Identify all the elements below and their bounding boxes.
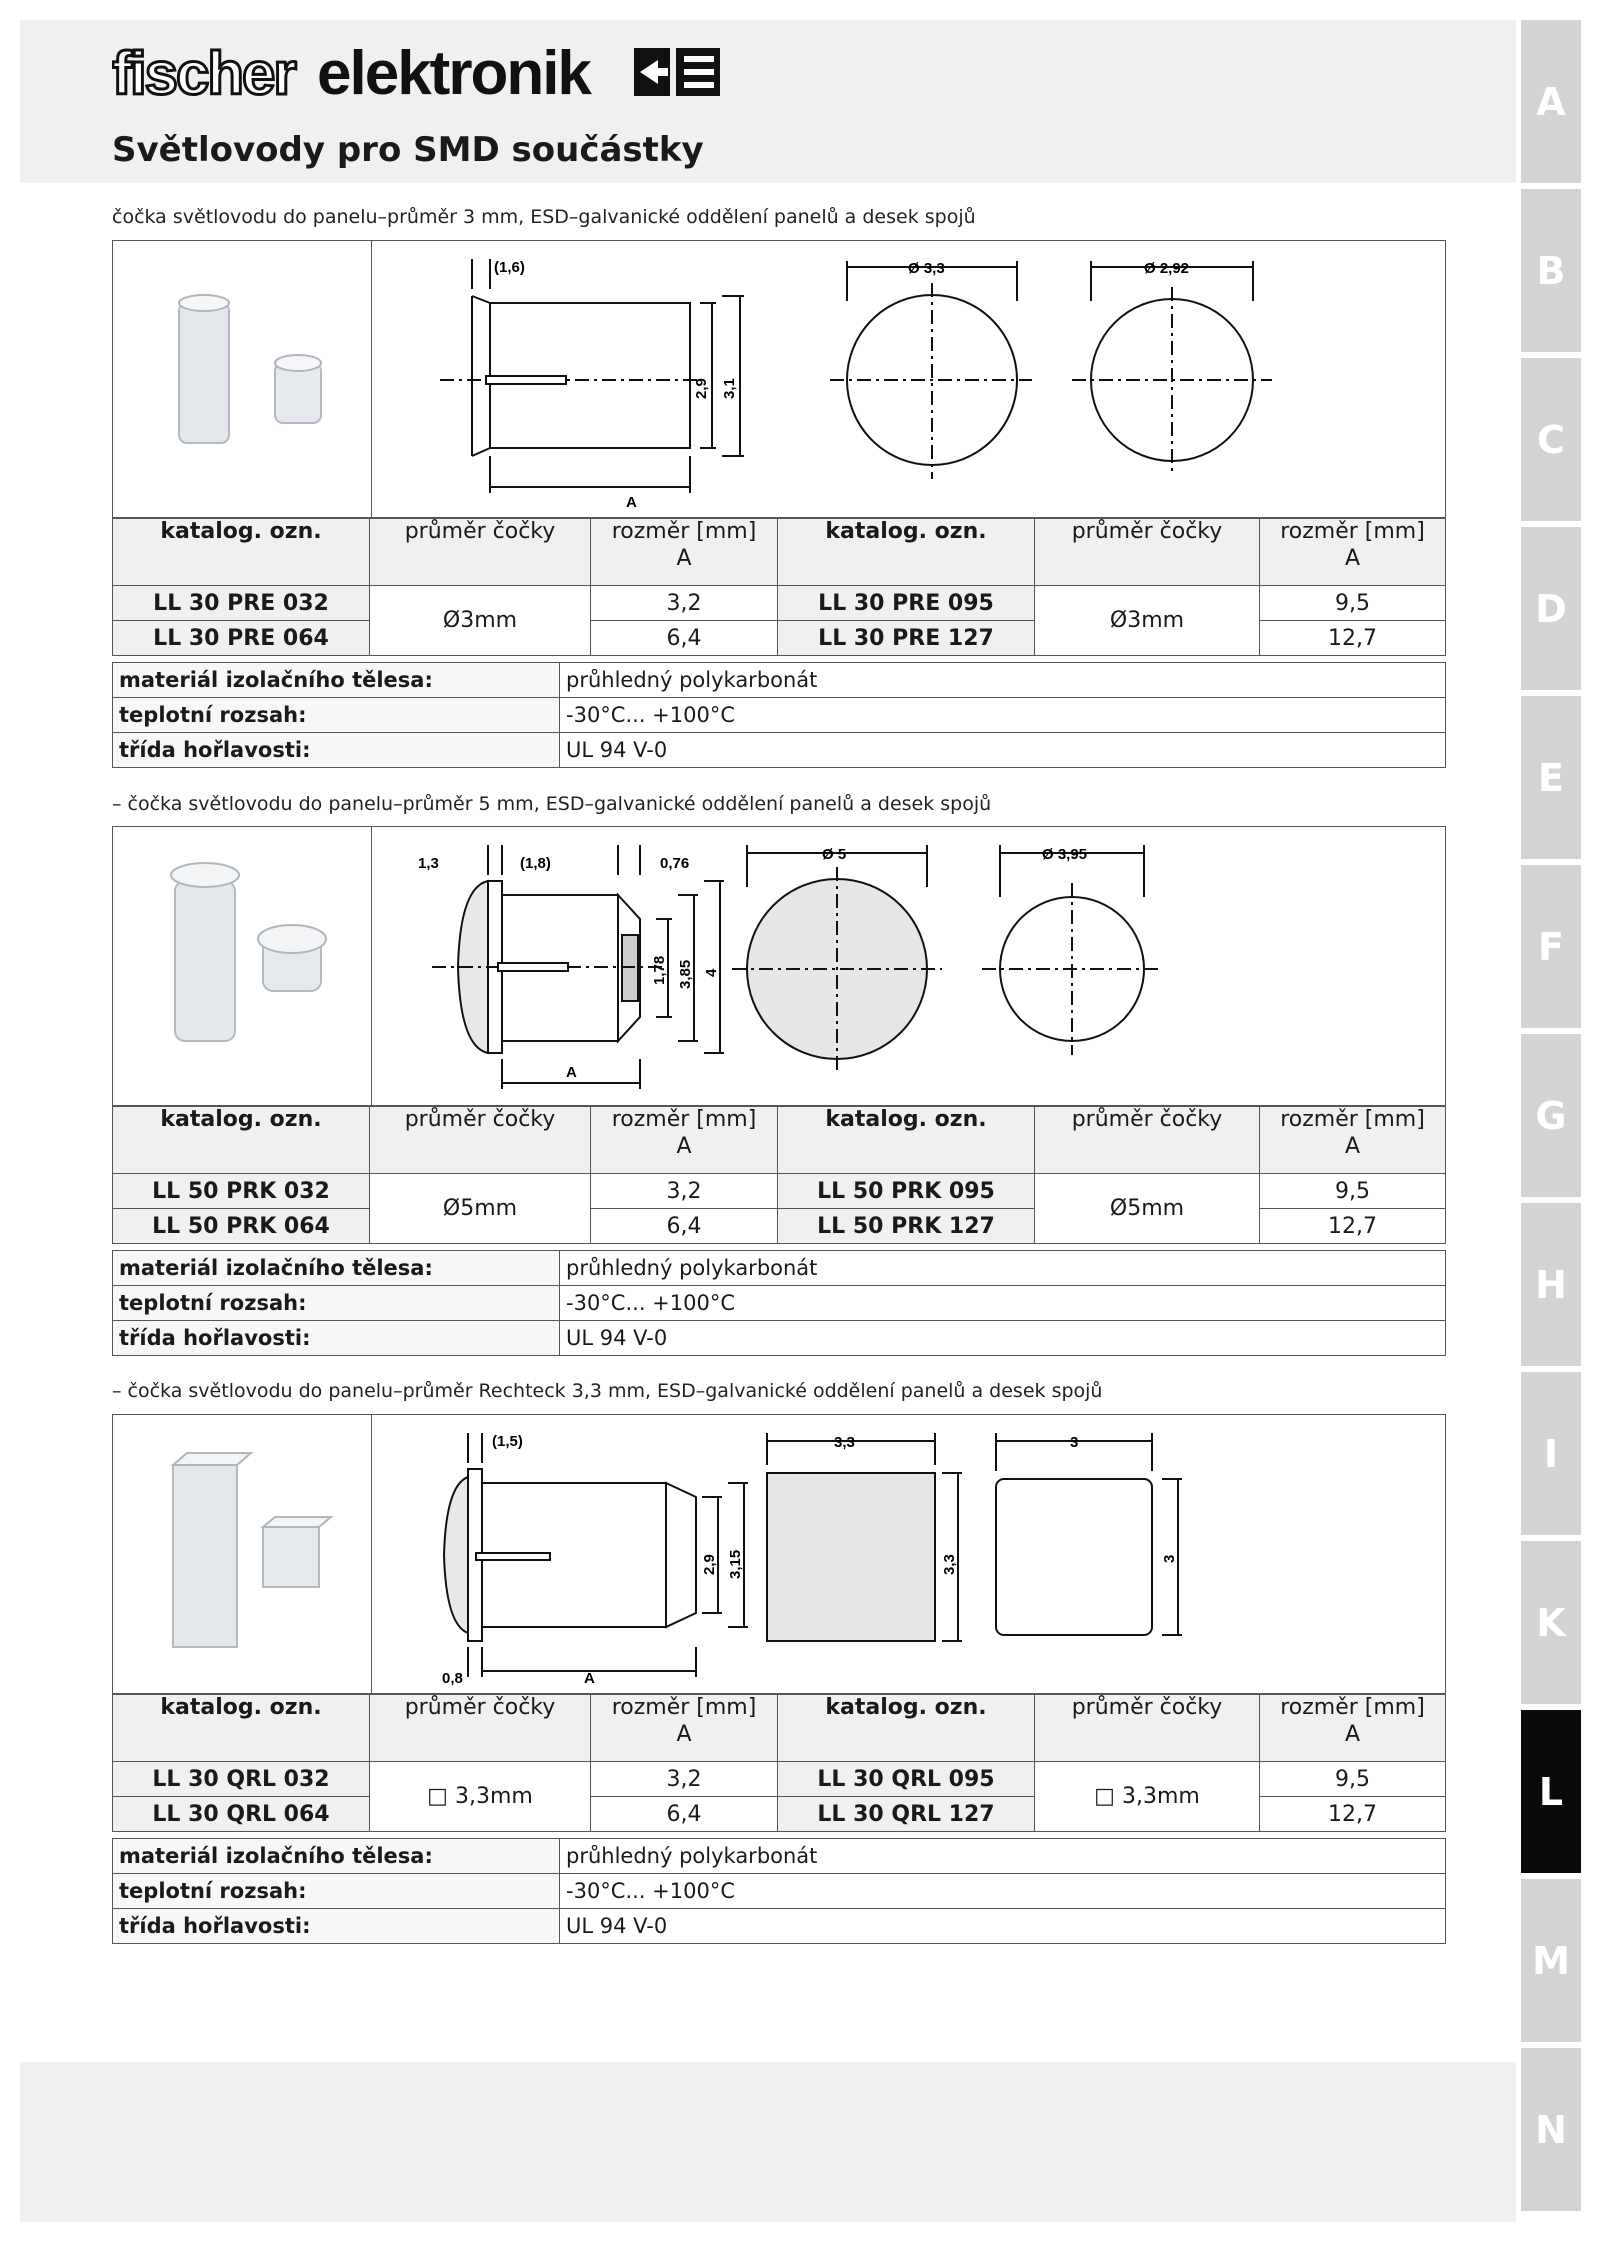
prop-label: teplotní rozsah: [113, 1286, 560, 1321]
lens-diameter: Ø5mm [1035, 1174, 1260, 1244]
prop-value: -30°C... +100°C [560, 1286, 1446, 1321]
dim-label: A [626, 494, 637, 511]
dim-label: 3,1 [721, 378, 738, 399]
dim-label: 0,8 [442, 1670, 463, 1687]
dim-label: 3,15 [727, 1549, 744, 1579]
prop-label: materiál izolačního tělesa: [113, 663, 560, 698]
col-header-size: rozměr [mm] A [1260, 1695, 1446, 1762]
prop-label: materiál izolačního tělesa: [113, 1251, 560, 1286]
side-tab-k[interactable]: K [1521, 1541, 1581, 1704]
side-tab-a[interactable]: A [1521, 20, 1581, 183]
size-a: 9,5 [1260, 1762, 1446, 1797]
product-table [112, 1106, 1446, 1244]
col-header-lens: průměr čočky [370, 1695, 591, 1762]
side-tab-index [1521, 20, 1581, 2217]
section-caption: – čočka světlovodu do panelu–průměr 5 mm, ESD–galvanické oddělení panelů a desek spojů [112, 793, 992, 815]
footer-band [20, 2062, 1516, 2222]
side-tab-m[interactable]: M [1521, 1879, 1581, 2042]
dim-label: 3,85 [677, 959, 694, 989]
size-a: 12,7 [1260, 1209, 1446, 1244]
dim-label: Ø 5 [822, 846, 847, 863]
fischer-elektronik-logo [112, 38, 752, 114]
product-table [112, 1694, 1446, 1832]
col-header-size: rozměr [mm] A [591, 1695, 778, 1762]
catalog-code: LL 50 PRK 032 [113, 1174, 370, 1209]
prop-label: třída hořlavosti: [113, 1321, 560, 1356]
catalog-code: LL 30 PRE 032 [113, 586, 370, 621]
catalog-code: LL 30 PRE 127 [778, 621, 1035, 656]
size-a: 6,4 [591, 1797, 778, 1832]
svg-text:elektronik: elektronik [317, 39, 590, 108]
size-a: 12,7 [1260, 1797, 1446, 1832]
size-a: 3,2 [591, 586, 778, 621]
col-header-catalog: katalog. ozn. [113, 1107, 370, 1174]
product-table [112, 518, 1446, 656]
table-row [113, 1174, 1446, 1209]
size-a: 9,5 [1260, 586, 1446, 621]
properties-table [112, 1250, 1446, 1356]
side-tab-g[interactable]: G [1521, 1034, 1581, 1197]
prop-value: UL 94 V-0 [560, 1321, 1446, 1356]
col-header-size: rozměr [mm] A [1260, 519, 1446, 586]
catalog-code: LL 50 PRK 095 [778, 1174, 1035, 1209]
prop-label: třída hořlavosti: [113, 733, 560, 768]
dim-label: Ø 3,3 [908, 260, 945, 277]
col-header-lens: průměr čočky [370, 1107, 591, 1174]
col-header-catalog: katalog. ozn. [778, 519, 1035, 586]
dim-label: 3 [1070, 1434, 1079, 1451]
side-tab-h[interactable]: H [1521, 1203, 1581, 1366]
dim-label: 3,3 [834, 1434, 855, 1451]
dim-label: (1,8) [520, 855, 551, 872]
dim-label: 1,3 [418, 855, 439, 872]
size-a: 6,4 [591, 1209, 778, 1244]
technical-drawing [372, 1415, 1445, 1693]
lens-diameter: Ø5mm [370, 1174, 591, 1244]
catalog-code: LL 30 QRL 064 [113, 1797, 370, 1832]
product-photo [113, 827, 372, 1105]
col-header-lens: průměr čočky [1035, 519, 1260, 586]
dim-label: 3 [1161, 1554, 1178, 1563]
col-header-catalog: katalog. ozn. [113, 1695, 370, 1762]
dim-label: 1,78 [651, 955, 668, 985]
side-tab-e[interactable]: E [1521, 696, 1581, 859]
section-caption: – čočka světlovodu do panelu–průměr Rechteck 3,3 mm, ESD–galvanické oddělení panelů a desek spojů [112, 1380, 1103, 1402]
col-header-size: rozměr [mm] A [1260, 1107, 1446, 1174]
catalog-code: LL 30 PRE 095 [778, 586, 1035, 621]
dim-label: (1,5) [492, 1433, 523, 1450]
dim-label: A [566, 1064, 577, 1081]
technical-drawing [372, 827, 1445, 1105]
dim-label: 3,3 [941, 1554, 958, 1575]
product-photo [113, 241, 372, 517]
catalog-code: LL 30 QRL 032 [113, 1762, 370, 1797]
lens-diameter: □ 3,3mm [370, 1762, 591, 1832]
product-photo [113, 1415, 372, 1693]
catalog-code: LL 50 PRK 127 [778, 1209, 1035, 1244]
col-header-lens: průměr čočky [1035, 1107, 1260, 1174]
size-a: 3,2 [591, 1174, 778, 1209]
technical-drawing [372, 241, 1445, 517]
page-title: Světlovody pro SMD součástky [112, 130, 704, 170]
catalog-code: LL 30 QRL 095 [778, 1762, 1035, 1797]
dim-label: 2,9 [693, 378, 710, 399]
size-a: 6,4 [591, 621, 778, 656]
prop-value: -30°C... +100°C [560, 698, 1446, 733]
prop-label: třída hořlavosti: [113, 1909, 560, 1944]
col-header-catalog: katalog. ozn. [113, 519, 370, 586]
product-figure-box [112, 1414, 1446, 1694]
catalog-code: LL 30 QRL 127 [778, 1797, 1035, 1832]
catalog-code: LL 50 PRK 064 [113, 1209, 370, 1244]
col-header-size: rozměr [mm] A [591, 519, 778, 586]
prop-value: průhledný polykarbonát [560, 1251, 1446, 1286]
side-tab-c[interactable]: C [1521, 358, 1581, 521]
dim-label: A [584, 1670, 595, 1687]
prop-value: UL 94 V-0 [560, 733, 1446, 768]
col-header-catalog: katalog. ozn. [778, 1695, 1035, 1762]
svg-text:fischer: fischer [112, 40, 295, 107]
side-tab-l[interactable]: L [1521, 1710, 1581, 1873]
side-tab-f[interactable]: F [1521, 865, 1581, 1028]
size-a: 9,5 [1260, 1174, 1446, 1209]
dim-label: 0,76 [660, 855, 690, 872]
catalog-code: LL 30 PRE 064 [113, 621, 370, 656]
table-row [113, 586, 1446, 621]
lens-diameter: □ 3,3mm [1035, 1762, 1260, 1832]
product-figure-box [112, 826, 1446, 1106]
dim-label: Ø 3,95 [1042, 846, 1088, 863]
col-header-lens: průměr čočky [1035, 1695, 1260, 1762]
dim-label: Ø 2,92 [1144, 260, 1190, 277]
product-figure-box [112, 240, 1446, 518]
prop-label: teplotní rozsah: [113, 698, 560, 733]
size-a: 3,2 [591, 1762, 778, 1797]
dim-label: 2,9 [701, 1554, 718, 1575]
col-header-size: rozměr [mm] A [591, 1107, 778, 1174]
dim-label: 4 [703, 968, 720, 977]
col-header-lens: průměr čočky [370, 519, 591, 586]
section-caption: čočka světlovodu do panelu–průměr 3 mm, ESD–galvanické oddělení panelů a desek spojů [112, 206, 976, 228]
prop-value: UL 94 V-0 [560, 1909, 1446, 1944]
side-tab-b[interactable]: B [1521, 189, 1581, 352]
lens-diameter: Ø3mm [1035, 586, 1260, 656]
table-row [113, 1762, 1446, 1797]
properties-table [112, 662, 1446, 768]
dim-label: (1,6) [494, 259, 525, 276]
side-tab-n[interactable]: N [1521, 2048, 1581, 2211]
size-a: 12,7 [1260, 621, 1446, 656]
prop-label: materiál izolačního tělesa: [113, 1839, 560, 1874]
properties-table [112, 1838, 1446, 1944]
lens-diameter: Ø3mm [370, 586, 591, 656]
prop-label: teplotní rozsah: [113, 1874, 560, 1909]
side-tab-i[interactable]: I [1521, 1372, 1581, 1535]
prop-value: průhledný polykarbonát [560, 663, 1446, 698]
prop-value: průhledný polykarbonát [560, 1839, 1446, 1874]
side-tab-d[interactable]: D [1521, 527, 1581, 690]
col-header-catalog: katalog. ozn. [778, 1107, 1035, 1174]
prop-value: -30°C... +100°C [560, 1874, 1446, 1909]
